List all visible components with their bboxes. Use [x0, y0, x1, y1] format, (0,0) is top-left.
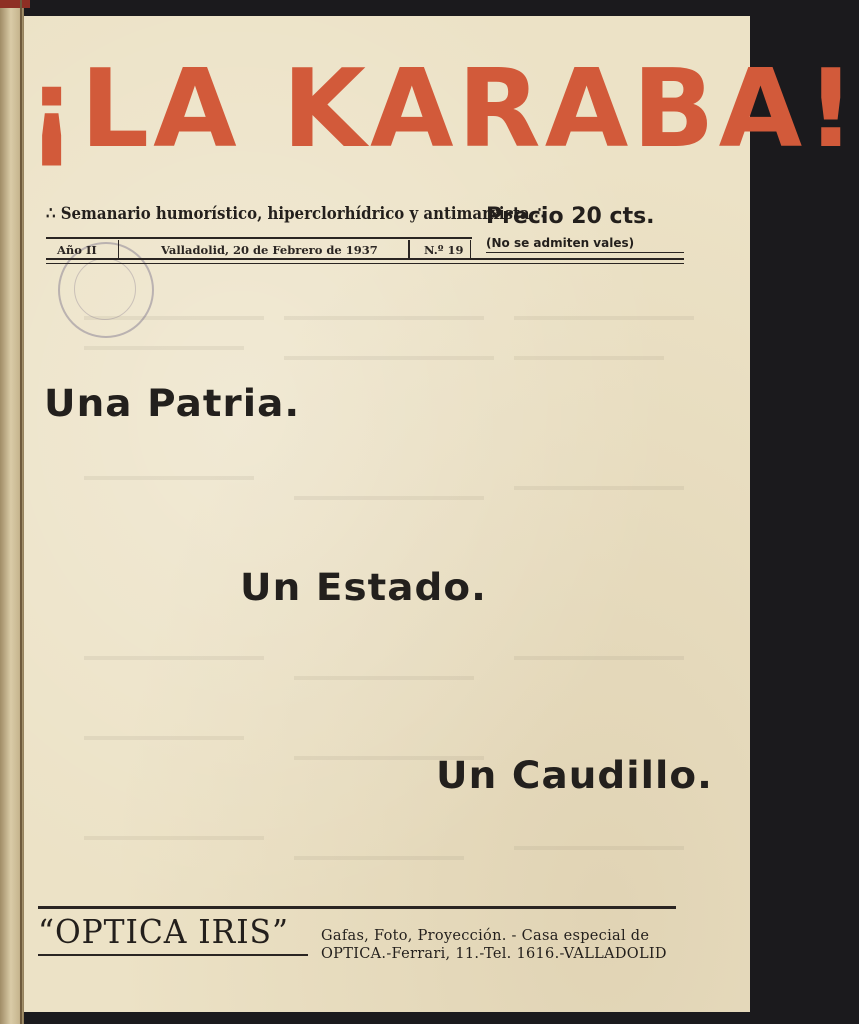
- price-label: Precio 20 cts.: [486, 204, 655, 229]
- slogan-un-caudillo: Un Caudillo.: [436, 754, 713, 797]
- info-divider-1: [118, 240, 119, 258]
- info-divider-3: [470, 240, 471, 258]
- issue-number: N.º 19: [424, 243, 464, 257]
- masthead-rule-bottom: [46, 258, 684, 260]
- masthead-rule-bottom-2: [46, 263, 684, 264]
- info-divider-2: [408, 240, 410, 258]
- slogan-un-estado: Un Estado.: [240, 566, 487, 609]
- slogan-una-patria: Una Patria.: [44, 382, 301, 425]
- binding-ribbon: [0, 0, 30, 8]
- price-rule: [486, 252, 684, 253]
- ad-text-line-1: Gafas, Foto, Proyección. - Casa especial de: [321, 928, 650, 944]
- ad-text-line-2: OPTICA.-Ferrari, 11.-Tel. 1616.-VALLADOLID: [321, 946, 667, 962]
- masthead-subtitle: ∴ Semanario humorístico, hiperclorhídrico y antimarxista ∴: [46, 204, 545, 224]
- issue-date: Valladolid, 20 de Febrero de 1937: [161, 243, 378, 257]
- price-note: (No se admiten vales): [486, 236, 635, 250]
- volume-year: Año II: [57, 243, 97, 257]
- ad-brand-name: “OPTICA IRIS”: [38, 912, 289, 951]
- ad-rule-top: [38, 906, 676, 909]
- ad-brand-underline: [38, 954, 308, 956]
- masthead-rule-top: [46, 237, 472, 239]
- spine-edge: [20, 0, 22, 1024]
- newspaper-page: [24, 16, 859, 1012]
- masthead-title: ¡LA KARABA!: [27, 47, 859, 172]
